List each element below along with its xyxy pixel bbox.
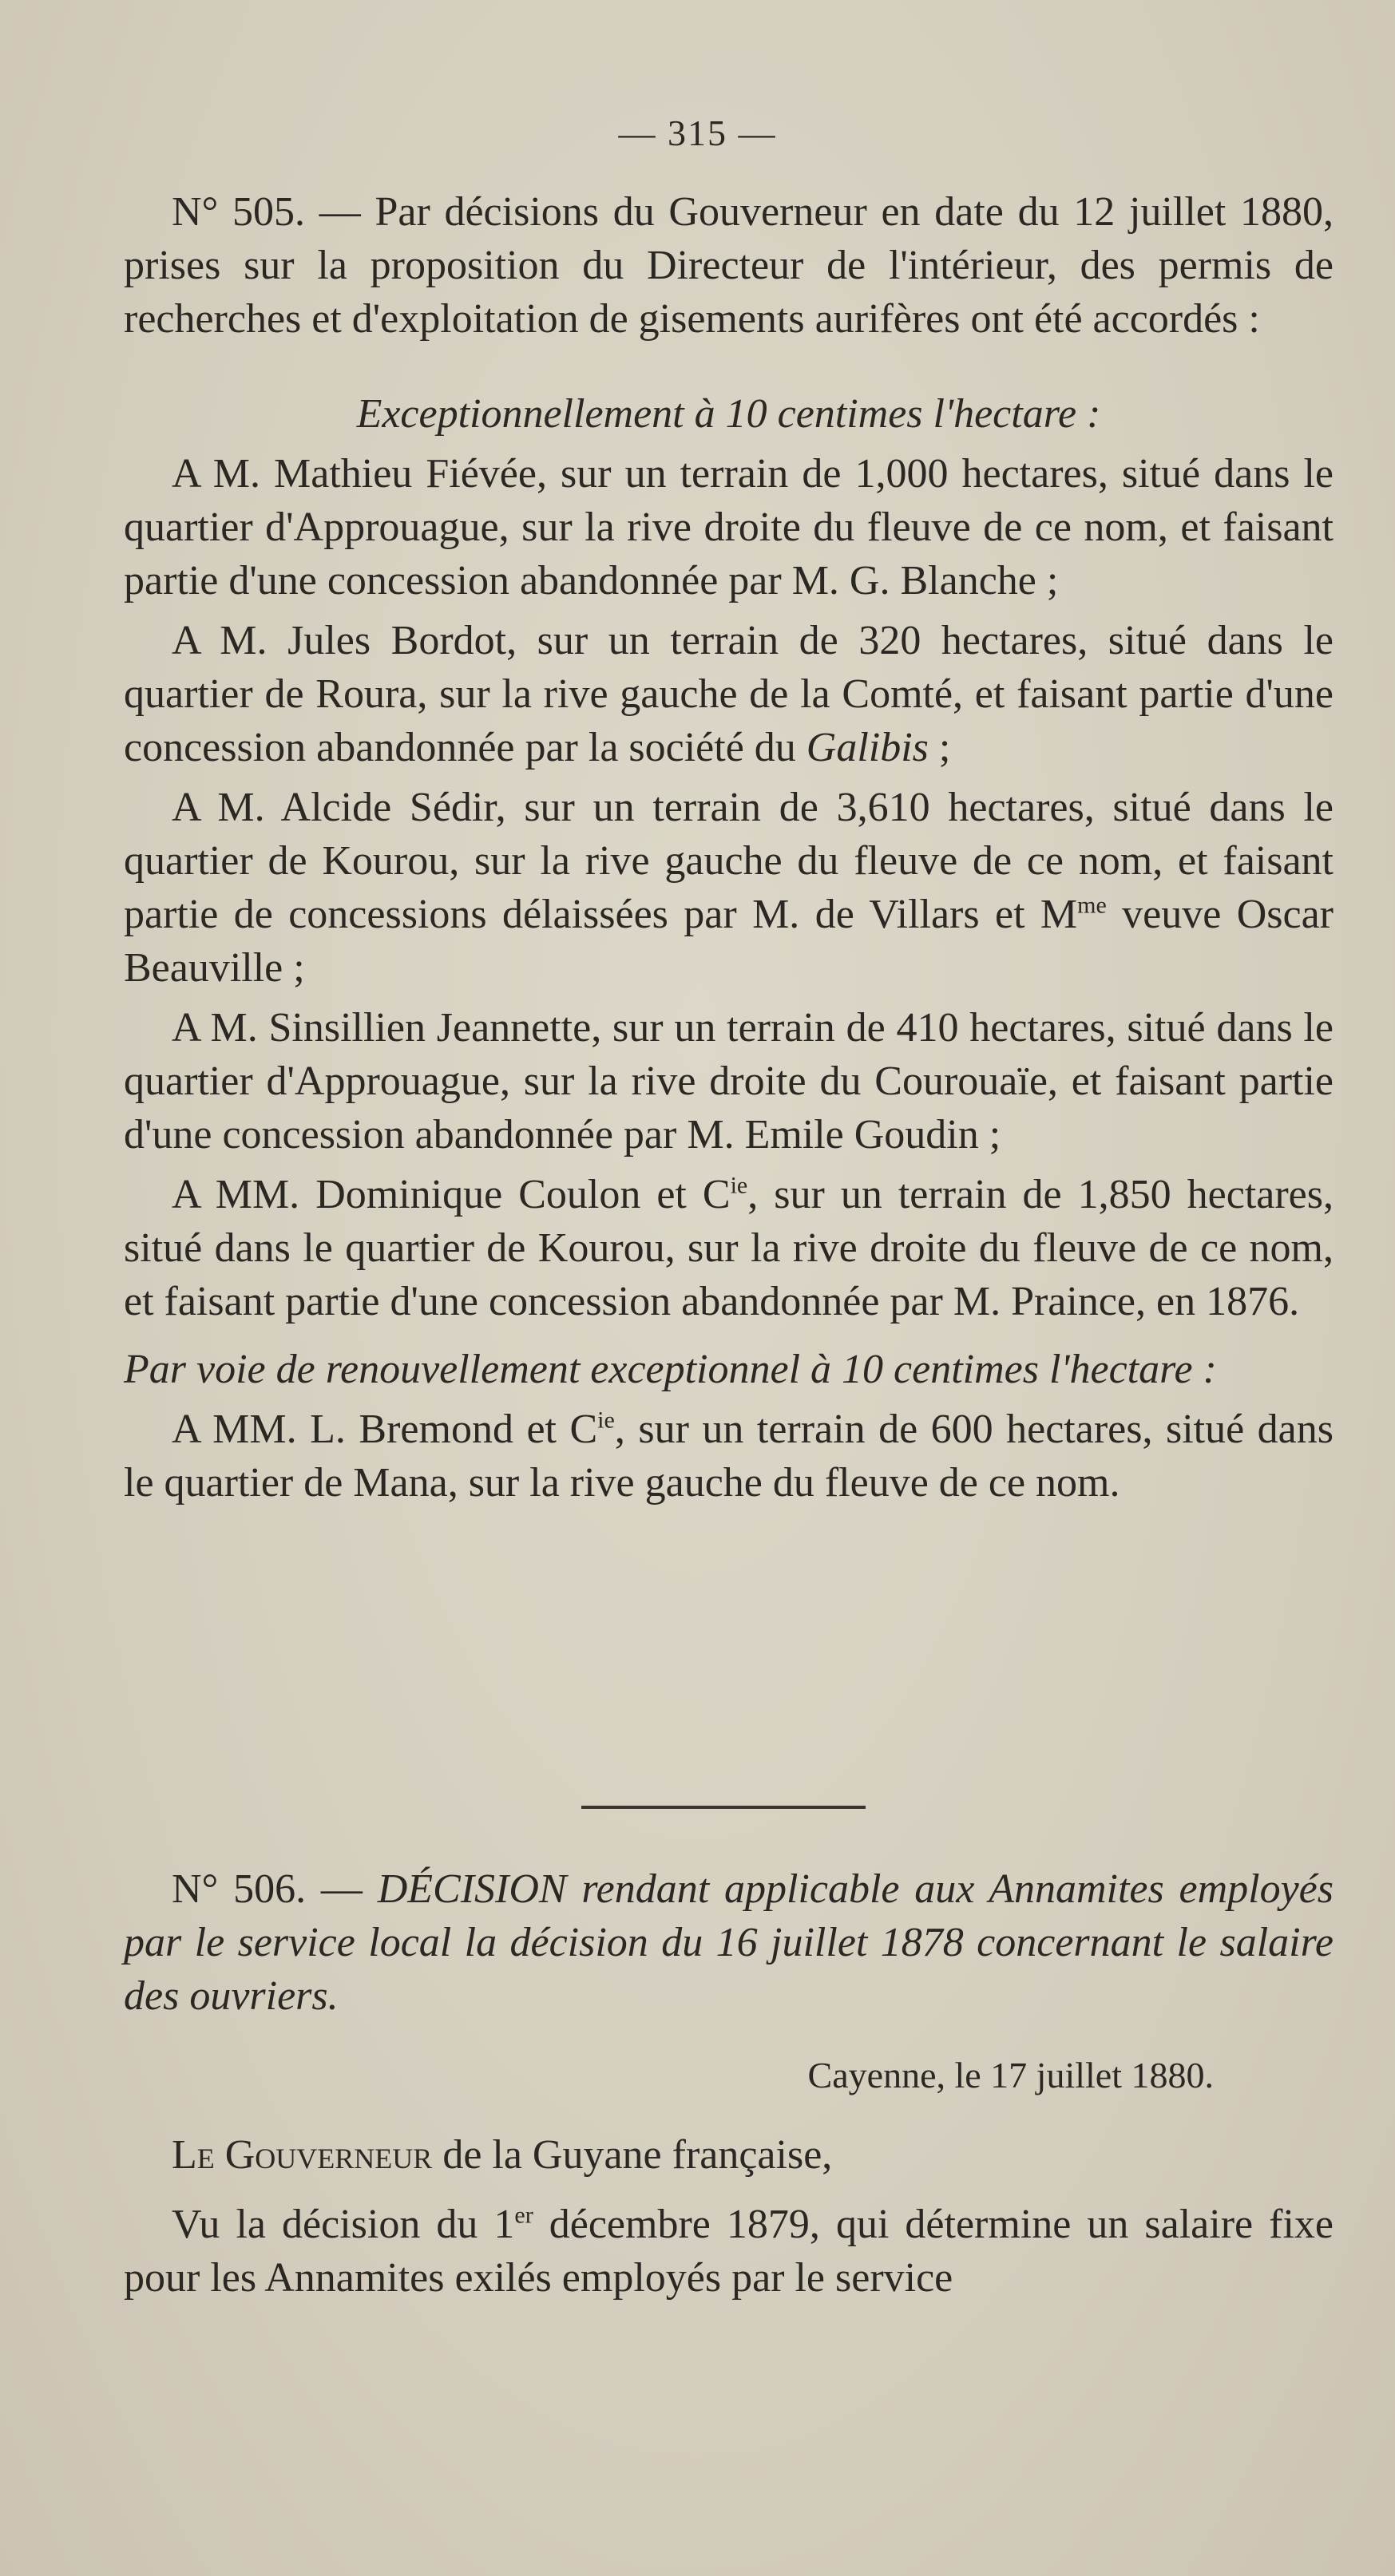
governor-title: Le Gouverneur xyxy=(172,2132,433,2178)
mme-superscript: me xyxy=(1077,892,1107,919)
vu-text-end: décembre 1879, qui détermine un salaire fixe pour les Annamites exilés employés par le service xyxy=(124,2202,1334,2301)
paragraph-sedir xyxy=(124,781,1334,995)
decision-506-number: N° 506. — xyxy=(172,1866,378,1912)
heading-exceptionnellement: Exceptionnellement à 10 centimes l'hectare : xyxy=(356,391,1101,437)
paragraph-coulon xyxy=(124,1168,1334,1328)
cie-superscript: ie xyxy=(730,1172,748,1199)
section-divider xyxy=(581,1806,866,1809)
decision-506-title-text: DÉCISION rendant applicable aux Annamites employés par le service local la décision du 16 juillet 1878 concernant le salaire des ouvriers. xyxy=(124,1866,1334,2019)
cie-superscript: ie xyxy=(597,1407,615,1434)
place-date: Cayenne, le 17 juillet 1880. xyxy=(807,2055,1214,2095)
galibis-italic: Galibis xyxy=(806,725,929,770)
paragraph-bremond xyxy=(124,1403,1334,1510)
paragraph-coulon-text: A MM. Dominique Coulon et C xyxy=(172,1172,731,1217)
paragraph-sedir-end: veuve Oscar Beauville ; xyxy=(124,892,1334,991)
paragraph-bremond-text: A MM. L. Bremond et C xyxy=(172,1407,598,1452)
paragraph-bordot-text: A M. Jules Bordot, sur un terrain de 320 hectares, situé dans le quartier de Roura, sur la rive gauche de la Comté, et faisant partie d'une concession abandonnée par la société du xyxy=(124,618,1334,770)
paragraph-coulon-end: , sur un terrain de 1,850 hectares, situé dans le quartier de Kourou, sur la rive droite du fleuve de ce nom, et faisant partie d'une concession abandonnée par M. Praince, en 1876. xyxy=(124,1172,1334,1324)
paragraph-fievee: A M. Mathieu Fiévée, sur un terrain de 1,000 hectares, situé dans le quartier d'Approuague, sur la rive droite du fleuve de ce nom, et faisant partie d'une concession abandonnée par M. G. Blanche ; xyxy=(124,451,1334,603)
decision-506 xyxy=(124,1862,1334,2305)
vu-text: Vu la décision du 1 xyxy=(172,2202,515,2247)
paragraph-bremond-end: , sur un terrain de 600 hectares, situé dans le quartier de Mana, sur la rive gauche du fleuve de ce nom. xyxy=(124,1407,1334,1506)
vu-paragraph xyxy=(124,2198,1334,2305)
page-number: — 315 — xyxy=(618,113,777,153)
paragraph-bordot-end: ; xyxy=(928,725,951,770)
governor-line xyxy=(124,2128,1334,2182)
heading-renouvellement: Par voie de renouvellement exceptionnel à 10 centimes l'hectare : xyxy=(124,1347,1217,1392)
er-superscript: er xyxy=(514,2202,533,2229)
governor-rest: de la Guyane française, xyxy=(432,2132,833,2178)
paragraph-bordot xyxy=(124,614,1334,774)
paragraph-jeannette: A M. Sinsillien Jeannette, sur un terrain de 410 hectares, situé dans le quartier d'Approuague, sur la rive droite du Courouaïe, et faisant partie d'une concession abandonnée par M. Emile Goudin ; xyxy=(124,1005,1334,1157)
decision-505-intro: N° 505. — Par décisions du Gouverneur en date du 12 juillet 1880, prises sur la proposition du Directeur de l'intérieur, des permis de recherches et d'exploitation de gisements aurifères ont été accordés : xyxy=(124,189,1334,342)
paragraph-sedir-text: A M. Alcide Sédir, sur un terrain de 3,610 hectares, situé dans le quartier de Kourou, sur la rive gauche du fleuve de ce nom, et faisant partie de concessions délaissées par M. de Villars et M xyxy=(124,785,1334,937)
decision-506-title xyxy=(124,1862,1334,2023)
decision-505 xyxy=(124,185,1334,1510)
